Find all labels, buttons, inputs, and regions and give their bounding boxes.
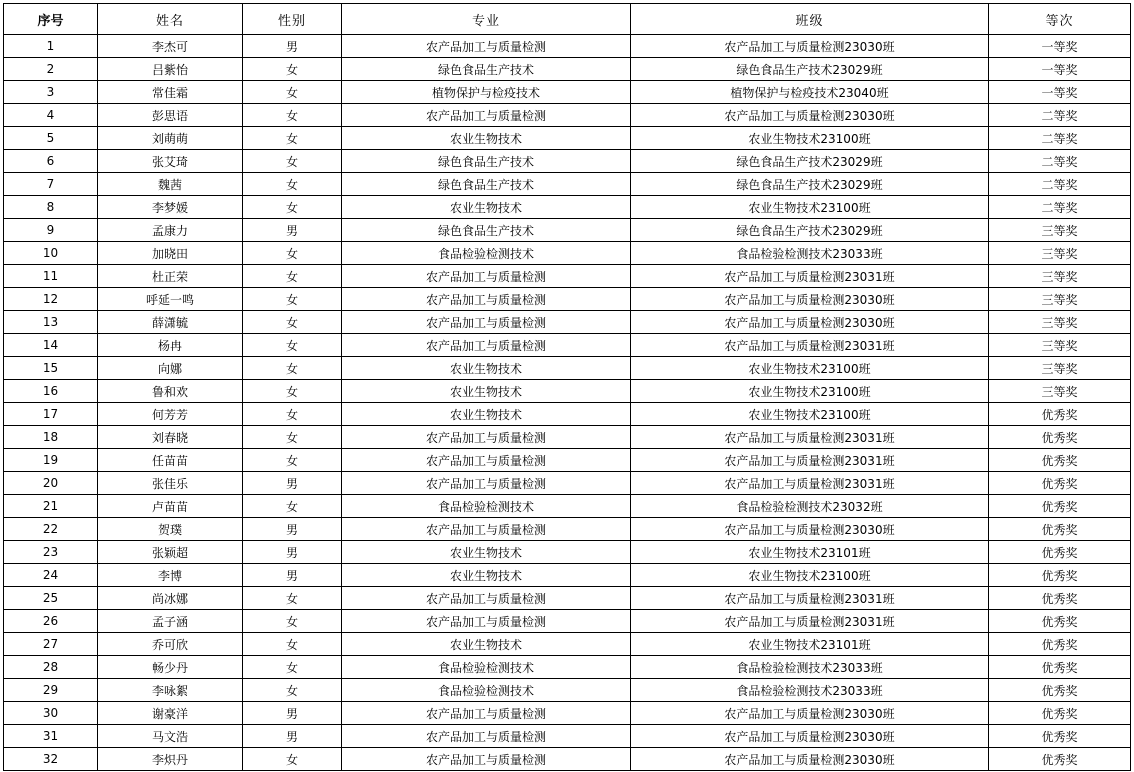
header-name: 姓名 bbox=[98, 4, 243, 35]
col-name-cell: 任苗苗 bbox=[98, 449, 243, 472]
col-index-cell: 2 bbox=[4, 58, 98, 81]
table-row bbox=[4, 196, 1131, 219]
col-index-cell: 1 bbox=[4, 35, 98, 58]
col-major-cell: 农产品加工与质量检测 bbox=[342, 35, 631, 58]
col-rank-cell: 二等奖 bbox=[989, 196, 1131, 219]
col-rank-cell: 优秀奖 bbox=[989, 702, 1131, 725]
col-index-cell: 25 bbox=[4, 587, 98, 610]
col-rank-cell: 二等奖 bbox=[989, 173, 1131, 196]
col-class-cell: 农产品加工与质量检测23030班 bbox=[631, 702, 989, 725]
col-index-cell: 8 bbox=[4, 196, 98, 219]
col-major-cell: 农产品加工与质量检测 bbox=[342, 702, 631, 725]
col-gender-cell: 女 bbox=[243, 610, 342, 633]
table-row bbox=[4, 633, 1131, 656]
table-row bbox=[4, 265, 1131, 288]
col-index-cell: 17 bbox=[4, 403, 98, 426]
col-gender-cell: 男 bbox=[243, 472, 342, 495]
col-name-cell: 李博 bbox=[98, 564, 243, 587]
col-index-cell: 10 bbox=[4, 242, 98, 265]
col-gender-cell: 女 bbox=[243, 288, 342, 311]
col-class-cell: 绿色食品生产技术23029班 bbox=[631, 219, 989, 242]
col-major-cell: 农产品加工与质量检测 bbox=[342, 426, 631, 449]
table-row bbox=[4, 587, 1131, 610]
table-row bbox=[4, 35, 1131, 58]
col-major-cell: 植物保护与检疫技术 bbox=[342, 81, 631, 104]
table-row bbox=[4, 679, 1131, 702]
col-name-cell: 张艾琦 bbox=[98, 150, 243, 173]
col-class-cell: 食品检验检测技术23033班 bbox=[631, 679, 989, 702]
col-index-cell: 23 bbox=[4, 541, 98, 564]
table-row bbox=[4, 288, 1131, 311]
col-class-cell: 绿色食品生产技术23029班 bbox=[631, 173, 989, 196]
col-rank-cell: 优秀奖 bbox=[989, 587, 1131, 610]
col-rank-cell: 优秀奖 bbox=[989, 725, 1131, 748]
col-gender-cell: 男 bbox=[243, 35, 342, 58]
col-name-cell: 李咏絮 bbox=[98, 679, 243, 702]
col-class-cell: 农业生物技术23100班 bbox=[631, 403, 989, 426]
table-row bbox=[4, 748, 1131, 771]
col-class-cell: 农业生物技术23101班 bbox=[631, 633, 989, 656]
table-row bbox=[4, 150, 1131, 173]
col-class-cell: 绿色食品生产技术23029班 bbox=[631, 58, 989, 81]
col-major-cell: 农产品加工与质量检测 bbox=[342, 265, 631, 288]
col-class-cell: 食品检验检测技术23033班 bbox=[631, 656, 989, 679]
col-gender-cell: 女 bbox=[243, 403, 342, 426]
table-row bbox=[4, 311, 1131, 334]
col-major-cell: 农业生物技术 bbox=[342, 564, 631, 587]
col-rank-cell: 三等奖 bbox=[989, 265, 1131, 288]
col-major-cell: 农业生物技术 bbox=[342, 380, 631, 403]
col-index-cell: 4 bbox=[4, 104, 98, 127]
col-name-cell: 李梦媛 bbox=[98, 196, 243, 219]
table-row bbox=[4, 426, 1131, 449]
col-class-cell: 食品检验检测技术23032班 bbox=[631, 495, 989, 518]
col-class-cell: 农产品加工与质量检测23031班 bbox=[631, 610, 989, 633]
col-gender-cell: 男 bbox=[243, 518, 342, 541]
col-class-cell: 农产品加工与质量检测23031班 bbox=[631, 587, 989, 610]
col-gender-cell: 女 bbox=[243, 81, 342, 104]
col-major-cell: 绿色食品生产技术 bbox=[342, 173, 631, 196]
col-gender-cell: 女 bbox=[243, 58, 342, 81]
col-name-cell: 李杰可 bbox=[98, 35, 243, 58]
col-gender-cell: 女 bbox=[243, 679, 342, 702]
col-major-cell: 食品检验检测技术 bbox=[342, 242, 631, 265]
col-class-cell: 农业生物技术23100班 bbox=[631, 127, 989, 150]
col-index-cell: 30 bbox=[4, 702, 98, 725]
col-index-cell: 19 bbox=[4, 449, 98, 472]
col-class-cell: 农产品加工与质量检测23031班 bbox=[631, 449, 989, 472]
col-rank-cell: 二等奖 bbox=[989, 127, 1131, 150]
table-row bbox=[4, 242, 1131, 265]
col-major-cell: 农业生物技术 bbox=[342, 127, 631, 150]
table-row bbox=[4, 725, 1131, 748]
col-rank-cell: 一等奖 bbox=[989, 81, 1131, 104]
col-index-cell: 31 bbox=[4, 725, 98, 748]
col-name-cell: 马文浩 bbox=[98, 725, 243, 748]
col-major-cell: 食品检验检测技术 bbox=[342, 679, 631, 702]
col-rank-cell: 三等奖 bbox=[989, 219, 1131, 242]
col-index-cell: 20 bbox=[4, 472, 98, 495]
table-row bbox=[4, 219, 1131, 242]
col-gender-cell: 女 bbox=[243, 633, 342, 656]
col-class-cell: 农产品加工与质量检测23031班 bbox=[631, 472, 989, 495]
col-name-cell: 杜正荣 bbox=[98, 265, 243, 288]
col-gender-cell: 女 bbox=[243, 449, 342, 472]
col-index-cell: 11 bbox=[4, 265, 98, 288]
col-index-cell: 13 bbox=[4, 311, 98, 334]
header-major: 专业 bbox=[342, 4, 631, 35]
col-gender-cell: 男 bbox=[243, 564, 342, 587]
table-row bbox=[4, 518, 1131, 541]
col-class-cell: 农产品加工与质量检测23031班 bbox=[631, 426, 989, 449]
col-name-cell: 鲁和欢 bbox=[98, 380, 243, 403]
table-row bbox=[4, 564, 1131, 587]
col-rank-cell: 三等奖 bbox=[989, 334, 1131, 357]
col-name-cell: 加晓田 bbox=[98, 242, 243, 265]
col-index-cell: 27 bbox=[4, 633, 98, 656]
col-index-cell: 15 bbox=[4, 357, 98, 380]
col-name-cell: 孟康力 bbox=[98, 219, 243, 242]
col-rank-cell: 优秀奖 bbox=[989, 426, 1131, 449]
col-name-cell: 张颖超 bbox=[98, 541, 243, 564]
col-major-cell: 农产品加工与质量检测 bbox=[342, 288, 631, 311]
col-major-cell: 农产品加工与质量检测 bbox=[342, 518, 631, 541]
table-row bbox=[4, 403, 1131, 426]
col-rank-cell: 优秀奖 bbox=[989, 472, 1131, 495]
col-name-cell: 乔可欣 bbox=[98, 633, 243, 656]
col-index-cell: 5 bbox=[4, 127, 98, 150]
col-rank-cell: 一等奖 bbox=[989, 58, 1131, 81]
header-rank: 等次 bbox=[989, 4, 1131, 35]
col-name-cell: 贺璞 bbox=[98, 518, 243, 541]
col-gender-cell: 女 bbox=[243, 334, 342, 357]
col-gender-cell: 男 bbox=[243, 219, 342, 242]
col-name-cell: 呼延一鸣 bbox=[98, 288, 243, 311]
table-row bbox=[4, 81, 1131, 104]
col-major-cell: 农产品加工与质量检测 bbox=[342, 334, 631, 357]
col-class-cell: 农产品加工与质量检测23031班 bbox=[631, 334, 989, 357]
col-major-cell: 农产品加工与质量检测 bbox=[342, 725, 631, 748]
col-class-cell: 农产品加工与质量检测23030班 bbox=[631, 288, 989, 311]
col-major-cell: 绿色食品生产技术 bbox=[342, 150, 631, 173]
col-index-cell: 21 bbox=[4, 495, 98, 518]
col-major-cell: 绿色食品生产技术 bbox=[342, 58, 631, 81]
table-row bbox=[4, 127, 1131, 150]
col-major-cell: 农产品加工与质量检测 bbox=[342, 610, 631, 633]
col-index-cell: 3 bbox=[4, 81, 98, 104]
col-major-cell: 农产品加工与质量检测 bbox=[342, 311, 631, 334]
col-gender-cell: 女 bbox=[243, 242, 342, 265]
col-rank-cell: 一等奖 bbox=[989, 35, 1131, 58]
header-class: 班级 bbox=[631, 4, 989, 35]
col-gender-cell: 女 bbox=[243, 196, 342, 219]
col-gender-cell: 女 bbox=[243, 380, 342, 403]
col-class-cell: 农产品加工与质量检测23030班 bbox=[631, 35, 989, 58]
col-index-cell: 9 bbox=[4, 219, 98, 242]
col-class-cell: 农产品加工与质量检测23030班 bbox=[631, 725, 989, 748]
col-class-cell: 绿色食品生产技术23029班 bbox=[631, 150, 989, 173]
col-name-cell: 卢苗苗 bbox=[98, 495, 243, 518]
col-gender-cell: 女 bbox=[243, 357, 342, 380]
table-row bbox=[4, 58, 1131, 81]
col-major-cell: 绿色食品生产技术 bbox=[342, 219, 631, 242]
col-class-cell: 农业生物技术23100班 bbox=[631, 564, 989, 587]
col-gender-cell: 女 bbox=[243, 748, 342, 771]
col-rank-cell: 优秀奖 bbox=[989, 748, 1131, 771]
col-gender-cell: 女 bbox=[243, 587, 342, 610]
col-rank-cell: 三等奖 bbox=[989, 242, 1131, 265]
col-major-cell: 农业生物技术 bbox=[342, 357, 631, 380]
table-row bbox=[4, 449, 1131, 472]
col-index-cell: 24 bbox=[4, 564, 98, 587]
col-name-cell: 尚冰娜 bbox=[98, 587, 243, 610]
col-name-cell: 杨冉 bbox=[98, 334, 243, 357]
col-major-cell: 农产品加工与质量检测 bbox=[342, 104, 631, 127]
col-rank-cell: 三等奖 bbox=[989, 357, 1131, 380]
col-rank-cell: 优秀奖 bbox=[989, 518, 1131, 541]
award-table bbox=[3, 3, 1131, 771]
col-gender-cell: 女 bbox=[243, 127, 342, 150]
col-index-cell: 6 bbox=[4, 150, 98, 173]
table-row bbox=[4, 173, 1131, 196]
col-class-cell: 植物保护与检疫技术23040班 bbox=[631, 81, 989, 104]
table-row bbox=[4, 357, 1131, 380]
col-index-cell: 28 bbox=[4, 656, 98, 679]
col-rank-cell: 优秀奖 bbox=[989, 564, 1131, 587]
table-body bbox=[4, 35, 1131, 771]
col-gender-cell: 女 bbox=[243, 265, 342, 288]
col-major-cell: 食品检验检测技术 bbox=[342, 656, 631, 679]
col-name-cell: 李炽丹 bbox=[98, 748, 243, 771]
col-name-cell: 彭思语 bbox=[98, 104, 243, 127]
col-class-cell: 农产品加工与质量检测23031班 bbox=[631, 265, 989, 288]
col-rank-cell: 优秀奖 bbox=[989, 403, 1131, 426]
table-row bbox=[4, 541, 1131, 564]
col-index-cell: 7 bbox=[4, 173, 98, 196]
header-row bbox=[4, 4, 1131, 35]
col-rank-cell: 优秀奖 bbox=[989, 495, 1131, 518]
col-gender-cell: 女 bbox=[243, 656, 342, 679]
col-rank-cell: 二等奖 bbox=[989, 150, 1131, 173]
col-rank-cell: 二等奖 bbox=[989, 104, 1131, 127]
table-row bbox=[4, 656, 1131, 679]
col-name-cell: 薛潇毓 bbox=[98, 311, 243, 334]
col-name-cell: 向娜 bbox=[98, 357, 243, 380]
col-name-cell: 何芳芳 bbox=[98, 403, 243, 426]
col-major-cell: 农业生物技术 bbox=[342, 403, 631, 426]
col-gender-cell: 男 bbox=[243, 541, 342, 564]
col-gender-cell: 男 bbox=[243, 725, 342, 748]
col-class-cell: 农产品加工与质量检测23030班 bbox=[631, 748, 989, 771]
col-name-cell: 刘萌萌 bbox=[98, 127, 243, 150]
col-name-cell: 吕紫怡 bbox=[98, 58, 243, 81]
col-rank-cell: 优秀奖 bbox=[989, 679, 1131, 702]
col-major-cell: 食品检验检测技术 bbox=[342, 495, 631, 518]
col-index-cell: 32 bbox=[4, 748, 98, 771]
table-row bbox=[4, 472, 1131, 495]
col-rank-cell: 优秀奖 bbox=[989, 449, 1131, 472]
col-name-cell: 魏茜 bbox=[98, 173, 243, 196]
table-row bbox=[4, 334, 1131, 357]
table-row bbox=[4, 610, 1131, 633]
col-name-cell: 谢豪洋 bbox=[98, 702, 243, 725]
col-index-cell: 18 bbox=[4, 426, 98, 449]
col-rank-cell: 优秀奖 bbox=[989, 633, 1131, 656]
col-class-cell: 农业生物技术23100班 bbox=[631, 357, 989, 380]
award-table-container bbox=[3, 3, 1131, 771]
col-gender-cell: 女 bbox=[243, 104, 342, 127]
col-major-cell: 农业生物技术 bbox=[342, 633, 631, 656]
col-gender-cell: 女 bbox=[243, 173, 342, 196]
table-row bbox=[4, 380, 1131, 403]
col-gender-cell: 女 bbox=[243, 311, 342, 334]
col-major-cell: 农产品加工与质量检测 bbox=[342, 449, 631, 472]
col-gender-cell: 男 bbox=[243, 702, 342, 725]
table-row bbox=[4, 104, 1131, 127]
header-gender: 性别 bbox=[243, 4, 342, 35]
col-index-cell: 26 bbox=[4, 610, 98, 633]
col-name-cell: 畅少丹 bbox=[98, 656, 243, 679]
col-major-cell: 农业生物技术 bbox=[342, 196, 631, 219]
col-rank-cell: 三等奖 bbox=[989, 311, 1131, 334]
col-major-cell: 农业生物技术 bbox=[342, 541, 631, 564]
col-gender-cell: 女 bbox=[243, 150, 342, 173]
col-name-cell: 刘春晓 bbox=[98, 426, 243, 449]
col-class-cell: 农业生物技术23101班 bbox=[631, 541, 989, 564]
col-major-cell: 农产品加工与质量检测 bbox=[342, 587, 631, 610]
table-header bbox=[4, 4, 1131, 35]
col-name-cell: 常佳霜 bbox=[98, 81, 243, 104]
col-rank-cell: 三等奖 bbox=[989, 380, 1131, 403]
col-rank-cell: 三等奖 bbox=[989, 288, 1131, 311]
col-index-cell: 22 bbox=[4, 518, 98, 541]
col-rank-cell: 优秀奖 bbox=[989, 541, 1131, 564]
col-class-cell: 农产品加工与质量检测23030班 bbox=[631, 104, 989, 127]
col-class-cell: 农产品加工与质量检测23030班 bbox=[631, 518, 989, 541]
header-index: 序号 bbox=[4, 4, 98, 35]
col-index-cell: 29 bbox=[4, 679, 98, 702]
col-index-cell: 14 bbox=[4, 334, 98, 357]
col-class-cell: 农业生物技术23100班 bbox=[631, 196, 989, 219]
col-class-cell: 食品检验检测技术23033班 bbox=[631, 242, 989, 265]
col-index-cell: 16 bbox=[4, 380, 98, 403]
col-major-cell: 农产品加工与质量检测 bbox=[342, 748, 631, 771]
col-gender-cell: 女 bbox=[243, 426, 342, 449]
col-name-cell: 孟子涵 bbox=[98, 610, 243, 633]
col-rank-cell: 优秀奖 bbox=[989, 610, 1131, 633]
col-name-cell: 张佳乐 bbox=[98, 472, 243, 495]
table-row bbox=[4, 495, 1131, 518]
col-index-cell: 12 bbox=[4, 288, 98, 311]
col-class-cell: 农业生物技术23100班 bbox=[631, 380, 989, 403]
col-gender-cell: 女 bbox=[243, 495, 342, 518]
col-major-cell: 农产品加工与质量检测 bbox=[342, 472, 631, 495]
col-class-cell: 农产品加工与质量检测23030班 bbox=[631, 311, 989, 334]
col-rank-cell: 优秀奖 bbox=[989, 656, 1131, 679]
table-row bbox=[4, 702, 1131, 725]
